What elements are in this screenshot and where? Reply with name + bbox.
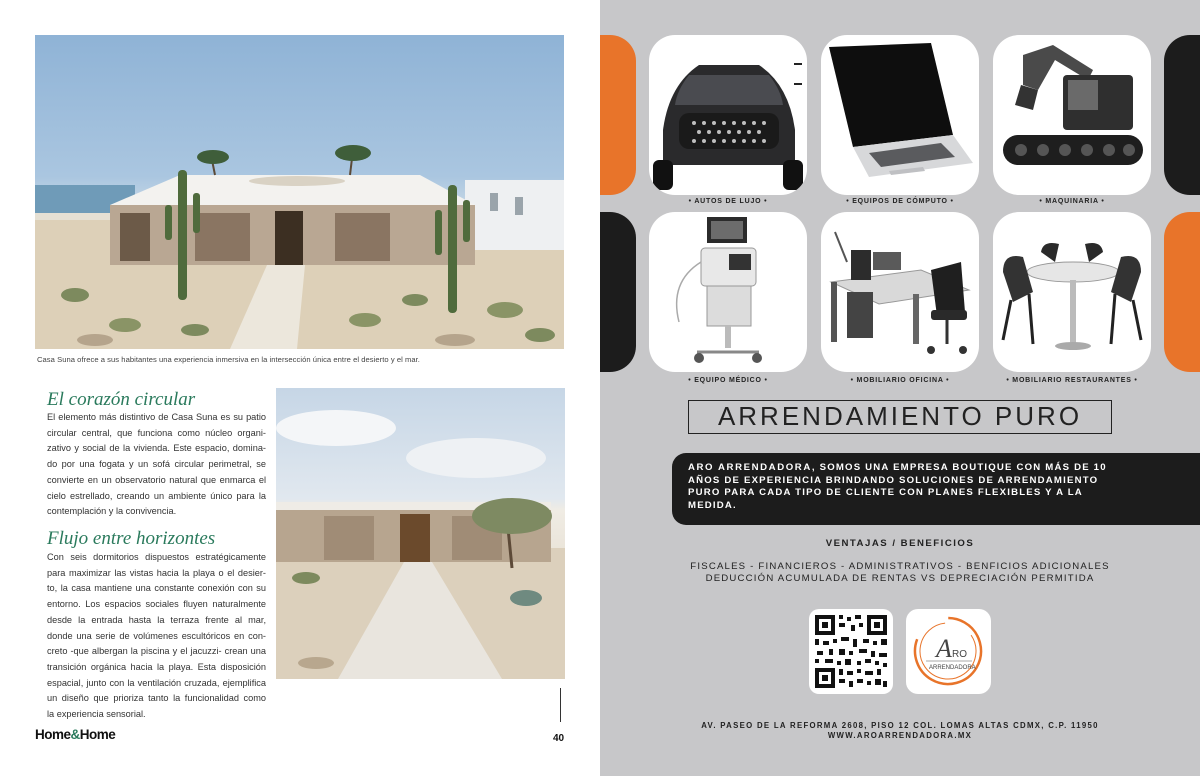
body-line: convierte en un observatorio natural que enmarca el [47, 474, 266, 485]
body-line: creto -que albergan la piscina y el jacuzzi- crean una [47, 646, 266, 657]
excavator-icon [993, 35, 1151, 195]
benefits-deduction: DEDUCCIÓN ACUMULADA DE RENTAS VS DEPRECIACIÓN PERMITIDA [705, 573, 1095, 584]
brand-part2: Home [79, 727, 116, 742]
body-line: un diseño que prioriza tanto la funcionalidad como [47, 693, 266, 704]
aro-logo-icon [906, 609, 991, 694]
body-line: zativo y social de la vivienda. Este espacio, domina- [47, 443, 266, 454]
medical-monitor-icon [649, 212, 807, 372]
qr-code-icon [809, 609, 893, 694]
company-intro-box [672, 453, 1200, 525]
photo-caption: Casa Suna ofrece a sus habitantes una experiencia inmersiva en la intersección única entre el desierto y el mar. [37, 355, 420, 364]
section-body-corazon-circular [47, 410, 266, 520]
casa-suna-exterior-photo [35, 35, 564, 349]
tile-label-restaurantes: • MOBILIARIO RESTAURANTES • [1006, 377, 1138, 384]
laptop-icon [821, 35, 979, 195]
intro-line: MEDIDA. [688, 499, 737, 511]
divider-line [560, 688, 561, 722]
orange-side-tab [1164, 212, 1200, 372]
magazine-logo [35, 727, 115, 742]
orange-side-tab [600, 35, 636, 195]
body-line: do por una fogata y un sofá circular perimetral, se [47, 459, 266, 470]
logo-subtitle: ARRENDADORA [929, 665, 976, 671]
brand-part1: Home [35, 727, 71, 742]
page-number: 40 [553, 733, 565, 744]
tile-label-autos: • AUTOS DE LUJO • [688, 198, 768, 205]
body-line: contemplación y la convivencia. [47, 506, 177, 517]
luxury-car-icon [649, 35, 807, 195]
logo-letter: A [936, 634, 952, 663]
body-line: Con seis dormitorios dispuestos estratégicamente [47, 552, 266, 562]
aro-logo[interactable] [906, 609, 991, 694]
benefits-list: FISCALES - FINANCIEROS - ADMINISTRATIVOS - BENFICIOS ADICIONALES [690, 561, 1110, 572]
body-line: espacial, junto con la ventilación cruzada, ejemplifica [47, 677, 266, 688]
black-side-tab [1164, 35, 1200, 195]
body-line: desde la entrada hasta la terraza frente al mar, [47, 614, 266, 625]
tile-label-computo: • EQUIPOS DE CÓMPUTO • [846, 198, 954, 205]
tile-label-maquinaria: • MAQUINARIA • [1039, 198, 1105, 205]
right-page-advertisement [600, 0, 1200, 776]
section-title-corazon-circular: El corazón circular [47, 389, 196, 410]
section-body-flujo-horizontes [47, 550, 266, 723]
logo-suffix: RO [952, 649, 967, 660]
office-desk-icon [821, 212, 979, 372]
intro-text: , SOMOS UNA EMPRESA BOUTIQUE CON MÁS DE 10 [811, 462, 1107, 473]
company-name: ARO ARRENDADORA [688, 462, 812, 473]
body-line: circular central, que funciona como núcleo organi- [47, 427, 266, 438]
qr-code[interactable] [809, 609, 893, 694]
body-line: para maximizar las vistas hacia la playa o el desier- [47, 567, 266, 578]
body-line: transición orgánica hacia la playa. Esta disposición [47, 661, 266, 672]
brand-ampersand: & [70, 727, 80, 742]
black-side-tab [600, 212, 636, 372]
intro-line [688, 462, 1186, 475]
tile-laptop [821, 35, 979, 195]
tile-medical [649, 212, 807, 372]
company-address: AV. PASEO DE LA REFORMA 2608, PISO 12 COL. LOMAS ALTAS CDMX, C.P. 11950 [701, 721, 1099, 730]
casa-suna-entrance-photo [276, 388, 565, 679]
body-line: to, la casa mantiene una constante conexión con su [47, 583, 266, 594]
tile-label-medico: • EQUIPO MÉDICO • [688, 377, 768, 384]
intro-line: AÑOS DE EXPERIENCIA BRINDANDO SOLUCIONES DE ARRENDAMIENTO [688, 474, 1099, 486]
tile-office-desk [821, 212, 979, 372]
body-line: cielo estrellado, creando un ambiente único para la [47, 490, 266, 501]
body-line: El elemento más distintivo de Casa Suna es su patio [47, 412, 266, 422]
restaurant-table-icon [993, 212, 1151, 372]
tile-label-oficina: • MOBILIARIO OFICINA • [850, 377, 950, 384]
section-title-flujo-horizontes: Flujo entre horizontes [47, 528, 216, 549]
tile-luxury-car [649, 35, 807, 195]
company-website[interactable]: WWW.AROARRENDADORA.MX [827, 731, 973, 740]
benefits-title: VENTAJAS / BENEFICIOS [825, 538, 975, 549]
headline-arrendamiento: ARRENDAMIENTO PURO [688, 400, 1112, 434]
intro-line: PURO PARA CADA TIPO DE CLIENTE CON PLANES FLEXIBLES Y A LA [688, 487, 1083, 498]
tile-excavator [993, 35, 1151, 195]
body-line: entorno. Los espacios sociales fluyen naturalmente [47, 599, 266, 610]
tile-restaurant [993, 212, 1151, 372]
body-line: donde una serie de volúmenes escultóricos en con- [47, 630, 266, 641]
body-line: la experiencia sensorial. [47, 709, 146, 720]
